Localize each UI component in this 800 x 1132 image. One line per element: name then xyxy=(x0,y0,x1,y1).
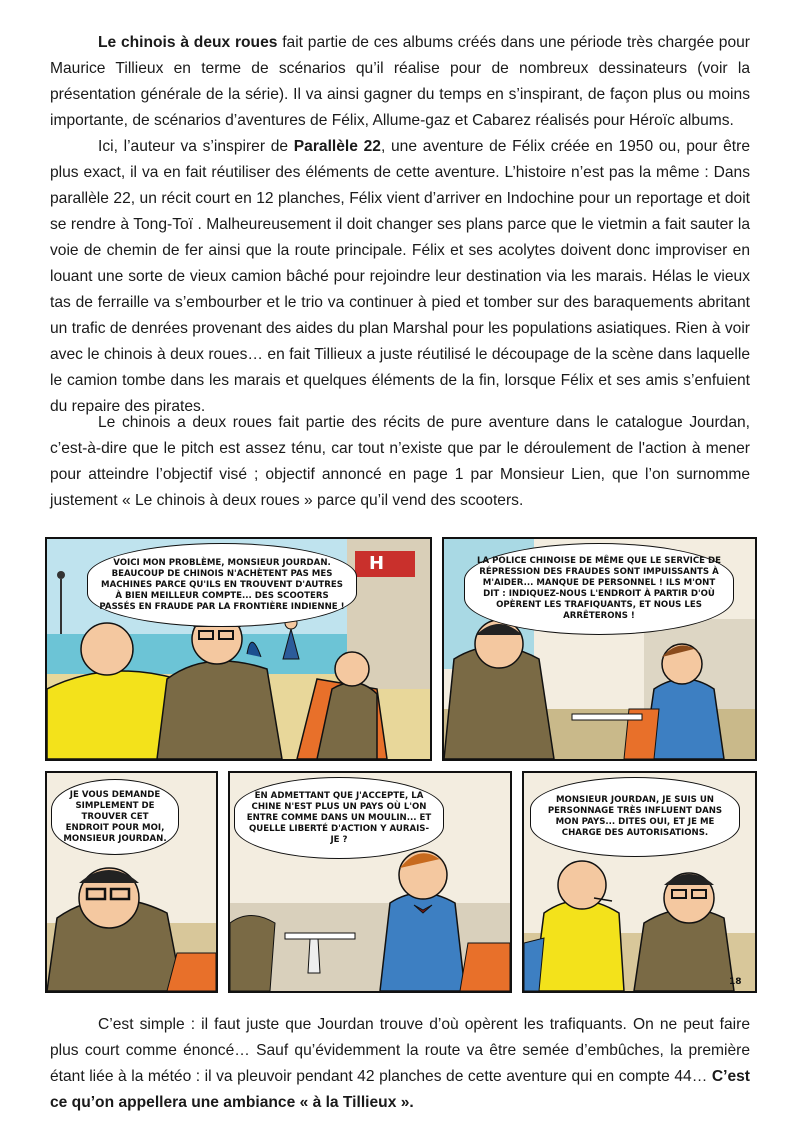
speech-bubble-2: LA POLICE CHINOISE DE MÊME QUE LE SERVICE DE RÉPRESSION DES FRAUDES SONT IMPUISSANTS À M'AIDER... MANQUE DE PERSONNEL ! ILS M'ONT DIT : INDIQUEZ-NOUS L'ENDROIT À PARTIR D'OÙ OPÈRENT LES TRAFIQUANTS, ET NOUS LES ARRÊTERONS ! xyxy=(464,543,734,635)
paragraph-conclusion-emphasis: C’est ce qu’on appellera une ambiance « à la Tillieux ». xyxy=(50,1068,750,1111)
speech-bubble-1: VOICI MON PROBLÈME, MONSIEUR JOURDAN. BEAUCOUP DE CHINOIS N'ACHÈTENT PAS MES MACHINES PARCE QU'ILS EN TROUVENT D'AUTRES À BIEN MEILLEUR COMPTE... DES SCOOTERS PASSÉS EN FRAUDE PAR LA FRONTIÈRE INDIENNE ! xyxy=(87,543,357,627)
hotel-sign: H xyxy=(369,553,385,574)
comic-panel-2 xyxy=(442,537,757,761)
paragraph-pitch-text: Le chinois a deux roues fait partie des récits de pure aventure dans le catalogue Jourdan, c’est-à-dire que le pitch est assez ténu, car tout n’existe que par le déroulement de l'action à mener pour atteindre l’objectif visé ; objectif annoncé en page 1 par Monsieur Lien, que l’on surnomme justement « Le chinois à deux roues » parce qu’il vend des scooters. xyxy=(50,414,750,509)
paragraph-inspiration xyxy=(50,134,750,420)
paragraph-conclusion-text: C’est simple : il faut juste que Jourdan trouve d’où opèrent les trafiquants. On ne peut faire plus court comme énoncé… Sauf qu’évidemment la route va être semée d’embûches, la première étant liée à la météo : il va pleuvoir pendant 42 planches de cette aventure qui en compte 44… xyxy=(50,1016,750,1085)
comic-panel-1 xyxy=(45,537,432,761)
paragraph-inspiration-text: , une aventure de Félix créée en 1950 ou, pour être plus exact, il va en fait réutiliser des éléments de cette aventure. L’histoire n’est pas la même : Dans parallèle 22, un récit court en 12 planches, Félix vient d’arriver en Indochine pour un reportage et doit se rendre à Tong-Toï . Malheureusement il doit changer ses plans parce que le vietmin a fait sauter la voie de chemin de fer ainsi que la route principale. Félix et ses acolytes doivent donc improviser en louant une sorte de vieux camion bâché pour rejoindre leur destination via les marais. Hélas le vieux tas de ferraille va s’embourber et le trio va continuer à pied et tomber sur des baraquements abritant un trafic de denrées provenant des aides du plan Marshal pour les populations asiatiques. Rien à voir avec le chinois à deux roues… en fait Tillieux a juste réutilisé le découpage de la scène dans laquelle le camion tombe dans les marais et quelques éléments de la fin, lorsque Félix et ses amis s’enfuient du repaire des pirates. xyxy=(50,138,750,415)
speech-bubble-5: MONSIEUR JOURDAN, JE SUIS UN PERSONNAGE TRÈS INFLUENT DANS MON PAYS... DITES OUI, ET JE ME CHARGE DES AUTORISATIONS. xyxy=(530,777,740,857)
paragraph-intro-text: fait partie de ces albums créés dans une période très chargée pour Maurice Tillieux en terme de scénarios qu’il réalise pour de nombreux dessinateurs (voir la présentation générale de la série). Il va ainsi gagner du temps en s’inspirant, de façon plus ou moins importante, de scénarios d’aventures de Félix, Allume-gaz et Cabarez réalisés pour Héroïc albums. xyxy=(50,34,750,129)
comic-strip xyxy=(45,537,757,993)
paragraph-conclusion xyxy=(50,1012,750,1116)
paragraph-intro xyxy=(50,30,750,134)
comic-panel-5 xyxy=(522,771,757,993)
story-title: Parallèle 22 xyxy=(293,138,381,155)
comic-page-number: 18 xyxy=(729,977,742,987)
paragraph-pitch xyxy=(50,410,750,514)
comic-panel-4 xyxy=(228,771,512,993)
speech-bubble-4: EN ADMETTANT QUE J'ACCEPTE, LA CHINE N'EST PLUS UN PAYS OÙ L'ON ENTRE COMME DANS UN MOULIN... ET QUELLE LIBERTÉ D'ACTION Y AURAIS-JE ? xyxy=(234,777,444,859)
comic-panel-3 xyxy=(45,771,218,993)
album-title: Le chinois à deux roues xyxy=(98,34,278,51)
paragraph-inspiration-prefix: Ici, l’auteur va s’inspirer de xyxy=(98,138,294,155)
speech-bubble-3: JE VOUS DEMANDE SIMPLEMENT DE TROUVER CET ENDROIT POUR MOI, MONSIEUR JOURDAN. xyxy=(51,779,179,855)
